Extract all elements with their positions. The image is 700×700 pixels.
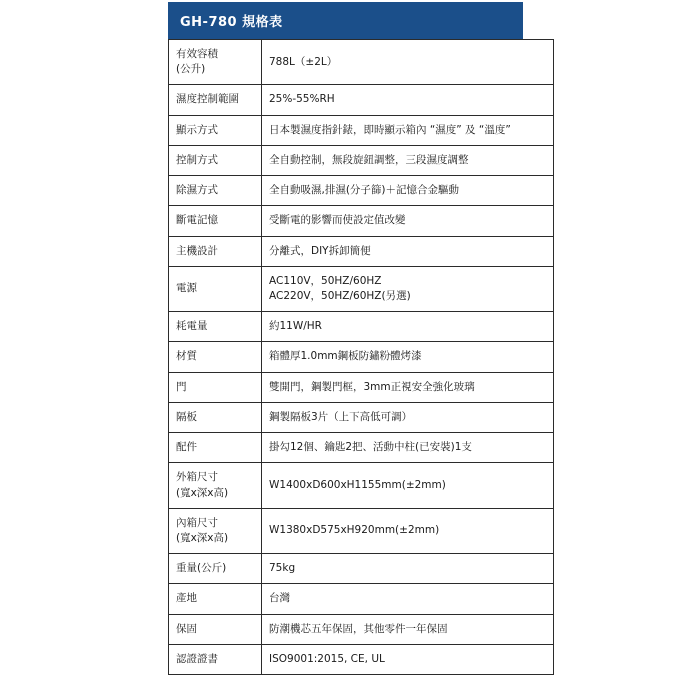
spec-label-text: 產地 — [176, 592, 197, 605]
spec-value-text: 788L（±2L） — [269, 55, 338, 68]
spec-value-cell — [262, 554, 554, 584]
table-row — [169, 372, 554, 402]
spec-label-text: 顯示方式 — [176, 123, 218, 136]
spec-label-cell — [169, 644, 262, 674]
spec-value-cell — [262, 236, 554, 266]
spec-value-text: ISO9001:2015, CE, UL — [269, 652, 385, 665]
spec-label-cell — [169, 85, 262, 115]
table-row — [169, 508, 554, 553]
spec-label-text: 濕度控制範圍 — [176, 93, 239, 106]
spec-value-cell — [262, 402, 554, 432]
spec-label-cell — [169, 342, 262, 372]
spec-value-cell — [262, 508, 554, 553]
spec-value-text: 全自動控制，無段旋鈕調整，三段濕度調整 — [269, 153, 469, 166]
table-row — [169, 236, 554, 266]
table-row — [169, 554, 554, 584]
spec-value-text: 約11W/HR — [269, 320, 322, 333]
spec-value-text: 鋼製隔板3片（上下高低可調） — [269, 410, 413, 423]
spec-label-cell — [169, 508, 262, 553]
spec-value-cell — [262, 433, 554, 463]
specification-table-body — [169, 40, 554, 675]
spec-value-text: 日本製濕度指針錶，即時顯示箱內 “濕度” 及 “溫度” — [269, 123, 511, 136]
spec-label-cell — [169, 463, 262, 508]
page-title: GH-780 規格表 — [168, 2, 523, 39]
spec-label-cell — [169, 614, 262, 644]
spec-label-cell — [169, 312, 262, 342]
spec-value-text: 全自動吸濕,排濕(分子篩)＋記憶合金驅動 — [269, 184, 460, 197]
spec-value-cell — [262, 312, 554, 342]
spec-label-subtext: (寬x深x高) — [176, 531, 229, 544]
table-row — [169, 433, 554, 463]
spec-value-cell — [262, 463, 554, 508]
spec-label-text: 有效容積 — [176, 48, 218, 60]
spec-value-text: 75kg — [269, 562, 296, 575]
table-row — [169, 402, 554, 432]
table-row — [169, 644, 554, 674]
spec-label-text: 重量(公斤) — [176, 562, 227, 575]
spec-label-text: 主機設計 — [176, 244, 218, 257]
spec-label-text: 隔板 — [176, 410, 197, 423]
spec-value-cell — [262, 145, 554, 175]
spec-value-text: 25%-55%RH — [269, 93, 335, 106]
spec-value-cell — [262, 115, 554, 145]
spec-value-cell — [262, 266, 554, 311]
spec-label-text: 斷電記憶 — [176, 214, 218, 227]
spec-label-text: 控制方式 — [176, 153, 218, 166]
table-row — [169, 40, 554, 85]
spec-value-text: 掛勾12個、鑰匙2把、活動中柱(已安裝)1支 — [269, 441, 472, 454]
spec-label-text: 配件 — [176, 441, 197, 454]
spec-label-cell — [169, 206, 262, 236]
table-row — [169, 342, 554, 372]
spec-value-cell — [262, 85, 554, 115]
table-row — [169, 312, 554, 342]
spec-value-cell — [262, 342, 554, 372]
spec-value-text: W1380xD575xH920mm(±2mm) — [269, 524, 440, 537]
spec-value-cell — [262, 614, 554, 644]
spec-label-text: 認證證書 — [176, 652, 218, 665]
spec-value-cell — [262, 206, 554, 236]
spec-value-cell — [262, 372, 554, 402]
table-row — [169, 463, 554, 508]
spec-value-text: AC110V，50HZ/60HZ — [269, 274, 382, 287]
spec-label-text: 外箱尺寸 — [176, 471, 218, 484]
spec-label-text: 內箱尺寸 — [176, 516, 218, 529]
spec-label-cell — [169, 402, 262, 432]
spec-label-cell — [169, 40, 262, 85]
spec-label-cell — [169, 115, 262, 145]
table-row — [169, 85, 554, 115]
table-row — [169, 206, 554, 236]
spec-value-text: 雙開門，鋼製門框，3mm正視安全強化玻璃 — [269, 380, 475, 393]
table-row — [169, 115, 554, 145]
spec-label-cell — [169, 145, 262, 175]
spec-value-cell — [262, 176, 554, 206]
spec-value-text: 防潮機芯五年保固，其他零件一年保固 — [269, 622, 448, 635]
spec-label-cell — [169, 554, 262, 584]
table-row — [169, 145, 554, 175]
spec-label-cell — [169, 584, 262, 614]
table-row — [169, 584, 554, 614]
specification-table — [168, 39, 554, 675]
spec-label-cell — [169, 266, 262, 311]
spec-value-text: W1400xD600xH1155mm(±2mm) — [269, 478, 446, 491]
spec-label-text: 電源 — [176, 282, 197, 295]
spec-value-cell — [262, 584, 554, 614]
spec-label-subtext: (寬x深x高) — [176, 486, 229, 499]
table-row — [169, 614, 554, 644]
table-row — [169, 176, 554, 206]
specification-table-container — [168, 2, 523, 675]
spec-label-cell — [169, 236, 262, 266]
spec-value-cell — [262, 644, 554, 674]
table-row — [169, 266, 554, 311]
spec-value-subtext: AC220V，50HZ/60HZ(另選) — [269, 289, 411, 302]
spec-value-text: 分離式，DIY拆卸簡便 — [269, 244, 371, 257]
spec-label-text: 保固 — [176, 622, 197, 635]
spec-value-text: 台灣 — [269, 592, 290, 605]
spec-label-text: 材質 — [176, 350, 197, 363]
spec-label-text: 門 — [176, 380, 187, 393]
spec-label-cell — [169, 433, 262, 463]
spec-label-cell — [169, 372, 262, 402]
spec-value-text: 箱體厚1.0mm鋼板防鏽粉體烤漆 — [269, 350, 422, 363]
spec-value-cell — [262, 40, 554, 85]
spec-value-text: 受斷電的影響而使設定值改變 — [269, 214, 406, 227]
spec-label-subtext: (公升) — [176, 63, 206, 76]
spec-label-text: 除濕方式 — [176, 184, 218, 197]
spec-label-cell — [169, 176, 262, 206]
spec-label-text: 耗電量 — [176, 320, 208, 333]
